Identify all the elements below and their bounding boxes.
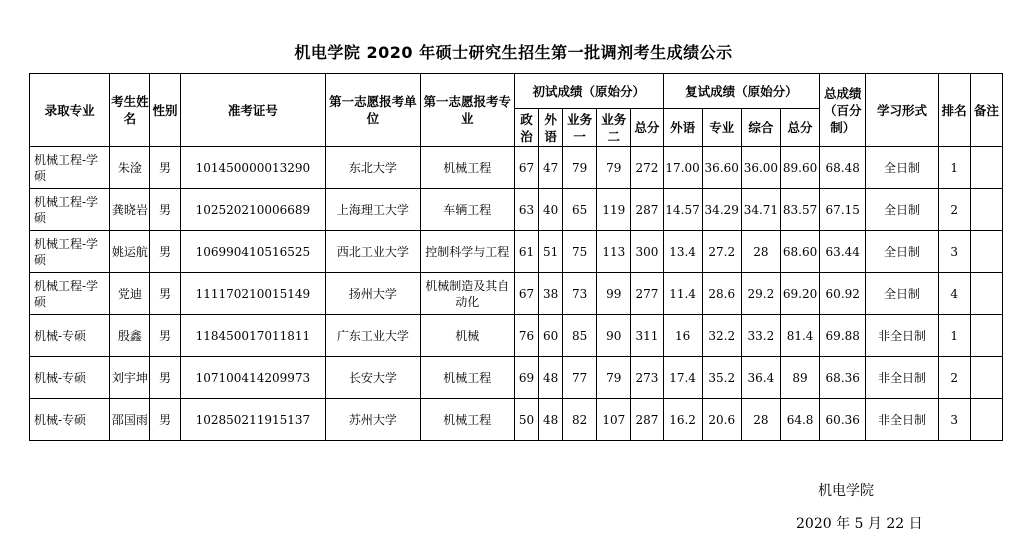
cell-major: 机械-专硕 xyxy=(30,399,110,441)
cell-retest-total: 89.60 xyxy=(780,147,819,189)
cell-rank: 3 xyxy=(938,231,970,273)
cell-study-mode: 全日制 xyxy=(866,273,938,315)
cell-remark xyxy=(970,399,1002,441)
cell-subject1: 65 xyxy=(563,189,597,231)
header-remark: 备注 xyxy=(970,74,1002,147)
cell-overall: 67.15 xyxy=(820,189,866,231)
cell-gender: 男 xyxy=(150,231,180,273)
cell-name: 龚晓岩 xyxy=(110,189,150,231)
cell-retest-comprehensive: 28 xyxy=(741,399,780,441)
cell-overall: 69.88 xyxy=(820,315,866,357)
header-retest-major: 专业 xyxy=(702,109,741,147)
header-prelim-total: 总分 xyxy=(631,109,663,147)
cell-retest-total: 83.57 xyxy=(780,189,819,231)
header-study-mode: 学习形式 xyxy=(866,74,938,147)
header-major: 录取专业 xyxy=(30,74,110,147)
cell-major: 机械工程-学硕 xyxy=(30,273,110,315)
header-gender: 性别 xyxy=(150,74,180,147)
cell-exam-id: 111170210015149 xyxy=(180,273,326,315)
page-title: 机电学院 2020 年硕士研究生招生第一批调剂考生成绩公示 xyxy=(294,43,733,62)
cell-exam-id: 118450017011811 xyxy=(180,315,326,357)
cell-foreign-lang: 40 xyxy=(539,189,563,231)
cell-first-unit: 长安大学 xyxy=(326,357,420,399)
cell-subject1: 85 xyxy=(563,315,597,357)
cell-retest-comprehensive: 29.2 xyxy=(741,273,780,315)
cell-foreign-lang: 48 xyxy=(539,399,563,441)
cell-first-major: 机械制造及其自动化 xyxy=(420,273,514,315)
cell-politics: 61 xyxy=(514,231,538,273)
cell-name: 朱淦 xyxy=(110,147,150,189)
header-name: 考生姓名 xyxy=(110,74,150,147)
cell-overall: 68.36 xyxy=(820,357,866,399)
cell-retest-comprehensive: 28 xyxy=(741,231,780,273)
header-foreign-lang: 外语 xyxy=(539,109,563,147)
cell-remark xyxy=(970,273,1002,315)
cell-study-mode: 全日制 xyxy=(866,231,938,273)
cell-retest-total: 89 xyxy=(780,357,819,399)
header-rank: 排名 xyxy=(938,74,970,147)
cell-retest-major: 34.29 xyxy=(702,189,741,231)
cell-prelim-total: 273 xyxy=(631,357,663,399)
cell-retest-foreign: 16.2 xyxy=(663,399,702,441)
header-retest-total: 总分 xyxy=(780,109,819,147)
cell-first-major: 机械工程 xyxy=(420,147,514,189)
cell-major: 机械-专硕 xyxy=(30,357,110,399)
cell-first-major: 机械工程 xyxy=(420,357,514,399)
cell-retest-comprehensive: 34.71 xyxy=(741,189,780,231)
cell-rank: 3 xyxy=(938,399,970,441)
cell-study-mode: 非全日制 xyxy=(866,357,938,399)
cell-remark xyxy=(970,231,1002,273)
cell-major: 机械工程-学硕 xyxy=(30,189,110,231)
cell-name: 刘宇坤 xyxy=(110,357,150,399)
cell-overall: 60.36 xyxy=(820,399,866,441)
cell-gender: 男 xyxy=(150,189,180,231)
cell-prelim-total: 287 xyxy=(631,399,663,441)
cell-remark xyxy=(970,315,1002,357)
cell-exam-id: 101450000013290 xyxy=(180,147,326,189)
cell-retest-foreign: 17.4 xyxy=(663,357,702,399)
cell-prelim-total: 272 xyxy=(631,147,663,189)
cell-gender: 男 xyxy=(150,147,180,189)
table-row xyxy=(30,399,1003,441)
table-row xyxy=(30,315,1003,357)
table-row xyxy=(30,231,1003,273)
cell-rank: 2 xyxy=(938,189,970,231)
table-row xyxy=(30,189,1003,231)
cell-retest-comprehensive: 36.4 xyxy=(741,357,780,399)
cell-retest-comprehensive: 33.2 xyxy=(741,315,780,357)
cell-subject2: 90 xyxy=(597,315,631,357)
cell-rank: 4 xyxy=(938,273,970,315)
cell-gender: 男 xyxy=(150,273,180,315)
footer-date: 2020 年 5 月 22 日 xyxy=(796,516,923,532)
cell-retest-total: 81.4 xyxy=(780,315,819,357)
cell-study-mode: 非全日制 xyxy=(866,315,938,357)
header-exam-id: 准考证号 xyxy=(180,74,326,147)
cell-major: 机械工程-学硕 xyxy=(30,231,110,273)
header-overall: 总成绩（百分制） xyxy=(820,74,866,147)
header-retest-group: 复试成绩（原始分） xyxy=(663,74,820,109)
table-row xyxy=(30,147,1003,189)
cell-name: 党迪 xyxy=(110,273,150,315)
cell-remark xyxy=(970,189,1002,231)
header-prelim-group: 初试成绩（原始分） xyxy=(514,74,663,109)
header-retest-foreign: 外语 xyxy=(663,109,702,147)
cell-exam-id: 106990410516525 xyxy=(180,231,326,273)
cell-first-major: 机械 xyxy=(420,315,514,357)
cell-exam-id: 102850211915137 xyxy=(180,399,326,441)
cell-study-mode: 非全日制 xyxy=(866,399,938,441)
cell-first-unit: 西北工业大学 xyxy=(326,231,420,273)
cell-subject2: 113 xyxy=(597,231,631,273)
cell-overall: 60.92 xyxy=(820,273,866,315)
header-subject1: 业务一 xyxy=(563,109,597,147)
cell-exam-id: 107100414209973 xyxy=(180,357,326,399)
header-politics: 政治 xyxy=(514,109,538,147)
cell-retest-major: 27.2 xyxy=(702,231,741,273)
cell-study-mode: 全日制 xyxy=(866,189,938,231)
table-row xyxy=(30,357,1003,399)
cell-name: 殷鑫 xyxy=(110,315,150,357)
header-first-unit: 第一志愿报考单位 xyxy=(326,74,420,147)
cell-first-major: 车辆工程 xyxy=(420,189,514,231)
cell-first-unit: 上海理工大学 xyxy=(326,189,420,231)
cell-foreign-lang: 47 xyxy=(539,147,563,189)
cell-rank: 1 xyxy=(938,147,970,189)
cell-subject1: 82 xyxy=(563,399,597,441)
header-retest-comprehensive: 综合 xyxy=(741,109,780,147)
cell-first-unit: 苏州大学 xyxy=(326,399,420,441)
scores-table xyxy=(29,73,1003,441)
cell-gender: 男 xyxy=(150,357,180,399)
cell-remark xyxy=(970,357,1002,399)
cell-retest-major: 36.60 xyxy=(702,147,741,189)
cell-subject1: 77 xyxy=(563,357,597,399)
header-subject2: 业务二 xyxy=(597,109,631,147)
cell-retest-foreign: 14.57 xyxy=(663,189,702,231)
cell-first-unit: 广东工业大学 xyxy=(326,315,420,357)
cell-subject2: 99 xyxy=(597,273,631,315)
cell-retest-foreign: 16 xyxy=(663,315,702,357)
cell-name: 邵国雨 xyxy=(110,399,150,441)
table-row xyxy=(30,273,1003,315)
cell-politics: 50 xyxy=(514,399,538,441)
cell-retest-total: 64.8 xyxy=(780,399,819,441)
cell-prelim-total: 300 xyxy=(631,231,663,273)
cell-retest-foreign: 11.4 xyxy=(663,273,702,315)
cell-foreign-lang: 38 xyxy=(539,273,563,315)
cell-first-unit: 东北大学 xyxy=(326,147,420,189)
cell-subject2: 107 xyxy=(597,399,631,441)
cell-major: 机械-专硕 xyxy=(30,315,110,357)
cell-politics: 76 xyxy=(514,315,538,357)
cell-subject1: 75 xyxy=(563,231,597,273)
cell-remark xyxy=(970,147,1002,189)
cell-politics: 67 xyxy=(514,273,538,315)
cell-retest-total: 69.20 xyxy=(780,273,819,315)
cell-retest-foreign: 13.4 xyxy=(663,231,702,273)
cell-politics: 69 xyxy=(514,357,538,399)
cell-foreign-lang: 51 xyxy=(539,231,563,273)
cell-retest-total: 68.60 xyxy=(780,231,819,273)
cell-politics: 63 xyxy=(514,189,538,231)
cell-subject2: 119 xyxy=(597,189,631,231)
cell-foreign-lang: 60 xyxy=(539,315,563,357)
cell-gender: 男 xyxy=(150,399,180,441)
cell-retest-foreign: 17.00 xyxy=(663,147,702,189)
cell-retest-comprehensive: 36.00 xyxy=(741,147,780,189)
cell-first-unit: 扬州大学 xyxy=(326,273,420,315)
header-first-major: 第一志愿报考专业 xyxy=(420,74,514,147)
cell-name: 姚运航 xyxy=(110,231,150,273)
cell-rank: 1 xyxy=(938,315,970,357)
cell-overall: 68.48 xyxy=(820,147,866,189)
cell-overall: 63.44 xyxy=(820,231,866,273)
cell-study-mode: 全日制 xyxy=(866,147,938,189)
cell-prelim-total: 277 xyxy=(631,273,663,315)
cell-subject1: 79 xyxy=(563,147,597,189)
footer-unit: 机电学院 xyxy=(818,483,874,499)
cell-subject2: 79 xyxy=(597,357,631,399)
cell-prelim-total: 287 xyxy=(631,189,663,231)
cell-subject2: 79 xyxy=(597,147,631,189)
cell-retest-major: 20.6 xyxy=(702,399,741,441)
cell-major: 机械工程-学硕 xyxy=(30,147,110,189)
cell-gender: 男 xyxy=(150,315,180,357)
cell-prelim-total: 311 xyxy=(631,315,663,357)
cell-first-major: 控制科学与工程 xyxy=(420,231,514,273)
cell-retest-major: 32.2 xyxy=(702,315,741,357)
cell-first-major: 机械工程 xyxy=(420,399,514,441)
cell-retest-major: 35.2 xyxy=(702,357,741,399)
cell-subject1: 73 xyxy=(563,273,597,315)
cell-politics: 67 xyxy=(514,147,538,189)
cell-rank: 2 xyxy=(938,357,970,399)
cell-foreign-lang: 48 xyxy=(539,357,563,399)
cell-retest-major: 28.6 xyxy=(702,273,741,315)
cell-exam-id: 102520210006689 xyxy=(180,189,326,231)
